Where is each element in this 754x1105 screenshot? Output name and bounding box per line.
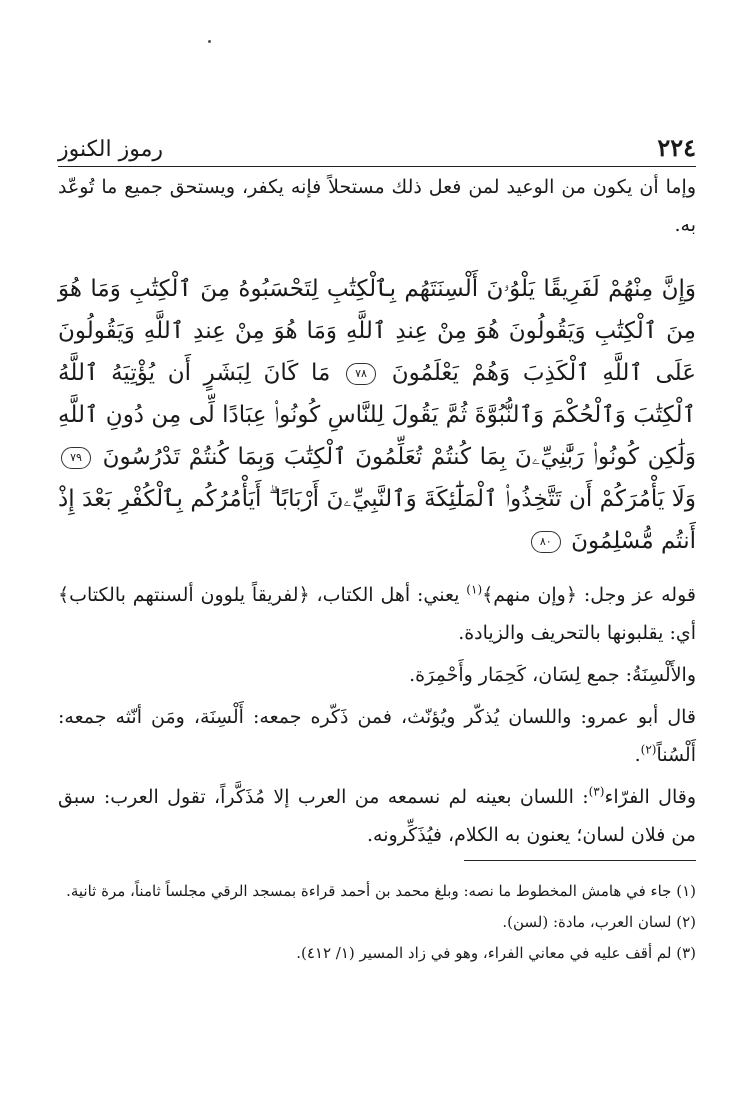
header-divider <box>58 166 696 167</box>
verse-end-marker-78: ٧٨ <box>346 363 376 385</box>
farra-text-start: وقال الفرّاء <box>604 786 696 808</box>
page-header <box>58 128 696 162</box>
verse-80-text: وَلَا يَأْمُرَكُمْ أَن تَتَّخِذُوا۟ ٱلْمَلَٰٓئِكَةَ وَٱلنَّبِيِّۦنَ أَرْبَابًا ۗ أَيَأْمُرُكُم بِٱلْكُفْرِ بَعْدَ إِذْ أَنتُم مُّسْلِمُونَ <box>58 486 696 554</box>
footnote-divider <box>464 860 696 861</box>
verse-78-text: وَإِنَّ مِنْهُمْ لَفَرِيقًا يَلْوُۥنَ أَلْسِنَتَهُم بِٱلْكِتَٰبِ لِتَحْسَبُوهُ مِنَ ٱلْكِتَٰبِ وَمَا هُوَ مِنَ ٱلْكِتَٰبِ وَيَقُولُونَ هُوَ مِنْ عِندِ ٱللَّهِ وَمَا هُوَ مِنْ عِندِ ٱللَّهِ وَيَقُولُونَ عَلَى ٱللَّهِ ٱلْكَذِبَ وَهُمْ يَعْلَمُونَ <box>58 276 697 386</box>
verse-end-marker-79: ٧٩ <box>61 447 91 469</box>
running-title: رموز الكنوز <box>58 137 163 162</box>
page-content <box>58 168 696 854</box>
intro-paragraph: وإما أن يكون من الوعيد لمن فعل ذلك مستحلاً فإنه يكفر، ويستحق جميع ما تُوعّد به. <box>58 176 696 236</box>
footnote-2: (٢) لسان العرب، مادة: (لسن). <box>502 913 696 931</box>
commentary-text-start: قوله عز وجل: ﴿وإن منهم﴾ <box>482 584 696 606</box>
verse-end-marker-80: ٨٠ <box>531 531 561 553</box>
footnote-3: (٣) لم أقف عليه في معاني الفراء، وهو في زاد المسير (١/ ٤١٢). <box>296 944 696 962</box>
abu-amr-text-end: . <box>634 744 641 766</box>
abu-amr-text: قال أبو عمرو: واللسان يُذكّر ويُؤنّث، فمن ذَكّره جمعه: أَلْسِنَة، ومَن أنّثه جمعه: أَلْسُناً <box>58 706 696 766</box>
farra-paragraph <box>58 778 696 854</box>
quran-passage <box>58 268 696 562</box>
footnote-1: (١) جاء في هامش المخطوط ما نصه: وبلغ محمد بن أحمد قراءة بمسجد الرقي مجلساً ثامناً، مرة ثانية. <box>66 882 696 900</box>
commentary-paragraph <box>58 576 696 652</box>
footnote-ref-3[interactable]: (٣) <box>588 784 605 799</box>
footnote-ref-1[interactable]: (١) <box>466 582 483 597</box>
farra-text-end: : اللسان بعينه لم نسمعه من العرب إلا مُذَكَّراً، تقول العرب: سبق من فلان لسان؛ يعنون به الكلام، فيُذَكِّرونه. <box>58 786 696 846</box>
page-number: ٢٢٤ <box>657 133 696 162</box>
commentary-text-end: يعني: أهل الكتاب، ﴿لفريقاً يلوون ألسنتهم بالكتاب﴾ أي: يقلبونها بالتحريف والزيادة. <box>58 584 696 644</box>
abu-amr-paragraph <box>58 698 696 774</box>
definition-paragraph: والأَلْسِنَةُ: جمع لِسَان، كَحِمَار وأَحْمِرَة. <box>409 664 696 686</box>
scan-dot <box>208 40 211 43</box>
footnotes <box>58 876 696 969</box>
verse-79-text: مَا كَانَ لِبَشَرٍ أَن يُؤْتِيَهُ ٱللَّهُ ٱلْكِتَٰبَ وَٱلْحُكْمَ وَٱلنُّبُوَّةَ ثُمَّ يَقُولَ لِلنَّاسِ كُونُوا۟ عِبَادًا لِّى مِن دُونِ ٱللَّهِ وَلَٰكِن كُونُوا۟ رَبَّٰنِيِّۦنَ بِمَا كُنتُمْ تُعَلِّمُونَ ٱلْكِتَٰبَ وَبِمَا كُنتُمْ تَدْرُسُونَ <box>58 360 696 470</box>
footnote-ref-2[interactable]: (٢) <box>640 742 657 757</box>
